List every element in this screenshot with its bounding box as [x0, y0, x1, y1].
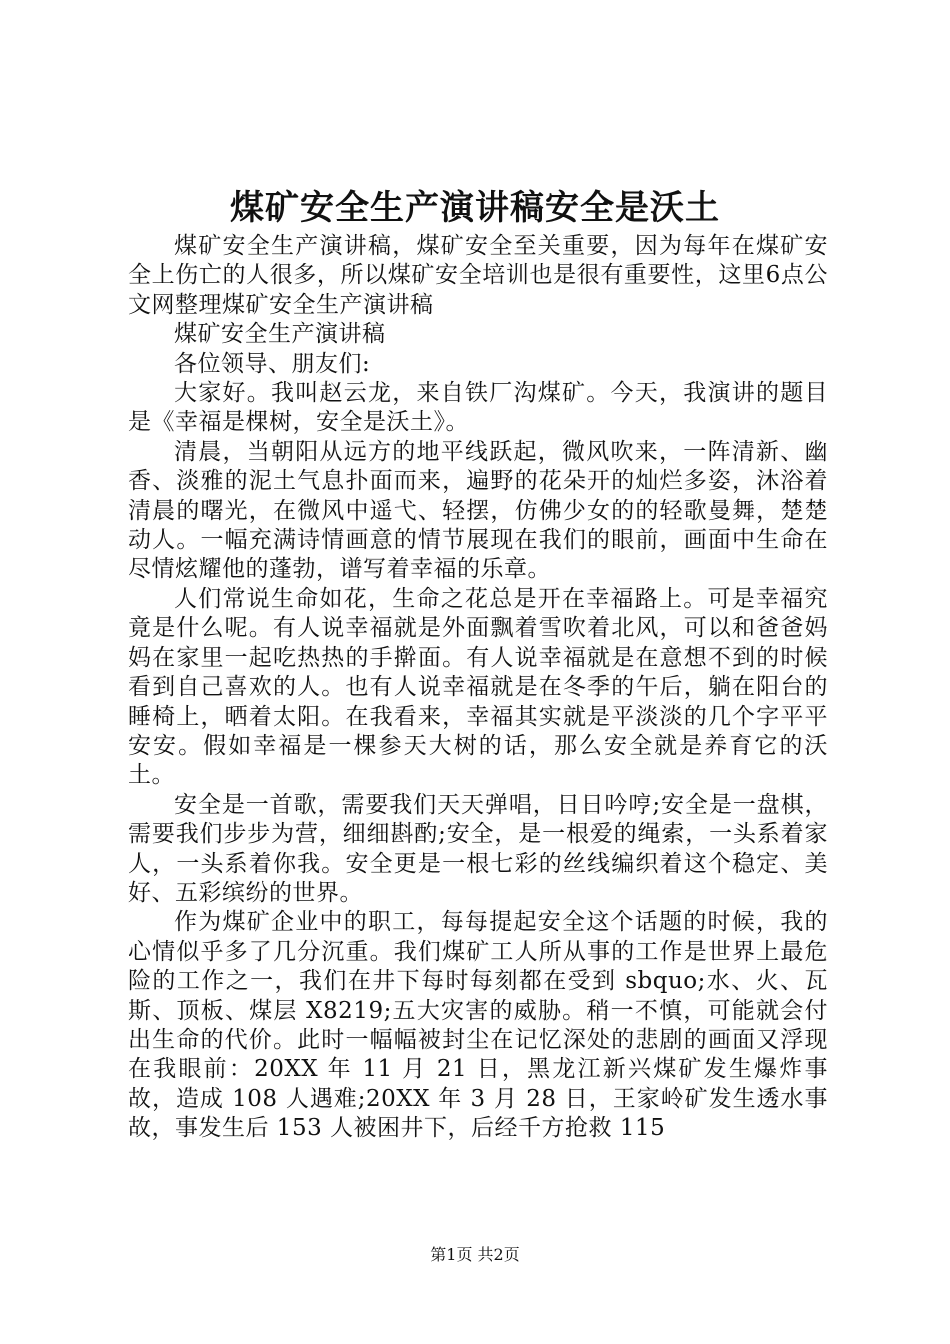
- paragraph-safety-song: 安全是一首歌，需要我们天天弹唱，日日吟哼;安全是一盘棋，需要我们步步为营，细细斟酌;安全，是一根爱的绳索，一头系着家人，一头系着你我。安全更是一根七彩的丝线编织着这个稳定、美好、五彩缤纷的世界。: [128, 791, 828, 906]
- document-title: 煤矿安全生产演讲稿安全是沃土: [230, 188, 720, 228]
- paragraph-subtitle: 煤矿安全生产演讲稿: [174, 321, 386, 348]
- paragraph-salutation: 各位领导、朋友们:: [174, 350, 371, 377]
- page-footer: 第1页 共2页: [430, 1245, 520, 1264]
- paragraph-intro: 煤矿安全生产演讲稿，煤矿安全至关重要，因为每年在煤矿安全上伤亡的人很多，所以煤矿安全培训也是很有重要性，这里6点公文网整理煤矿安全生产演讲稿: [128, 233, 828, 318]
- paragraph-greeting: 大家好。我叫赵云龙，来自铁厂沟煤矿。今天，我演讲的题目是《幸福是棵树，安全是沃土》。: [128, 380, 828, 436]
- paragraph-coal-worker: 作为煤矿企业中的职工，每每提起安全这个话题的时候，我的心情似乎多了几分沉重。我们煤矿工人所从事的工作是世界上最危险的工作之一，我们在井下每时每刻都在受到 sbquo;水、火、瓦斯、顶板、煤层 X8219;五大灾害的威胁。稍一不慎，可能就会付出生命的代价。此时一幅幅被封尘在记忆深处的悲剧的画面又浮现在我眼前：20XX 年 11 月 21 日，黑龙江新兴煤矿发生爆炸事故，造成 108 人遇难;20XX 年 3 月 28 日，王家岭矿发生透水事故，事发生后 153 人被困井下，后经千方抢救 115: [128, 909, 828, 1142]
- document-body: [128, 232, 828, 1144]
- paragraph-happiness: 人们常说生命如花，生命之花总是开在幸福路上。可是幸福究竟是什么呢。有人说幸福就是外面飘着雪吹着北风，可以和爸爸妈妈在家里一起吃热热的手擀面。有人说幸福就是在意想不到的时候看到自己喜欢的人。也有人说幸福就是在冬季的午后，躺在阳台的睡椅上，晒着太阳。在我看来，幸福其实就是平淡淡的几个字平平安安。假如幸福是一棵参天大树的话，那么安全就是养育它的沃土。: [128, 585, 828, 789]
- paragraph-morning: 清晨，当朝阳从远方的地平线跃起，微风吹来，一阵清新、幽香、淡雅的泥土气息扑面而来，遍野的花朵开的灿烂多姿，沐浴着清晨的曙光，在微风中遥弋、轻摆，仿佛少女的的轻歌曼舞，楚楚动人。一幅充满诗情画意的情节展现在我们的眼前，画面中生命在尽情炫耀他的蓬勃，谱写着幸福的乐章。: [128, 438, 828, 583]
